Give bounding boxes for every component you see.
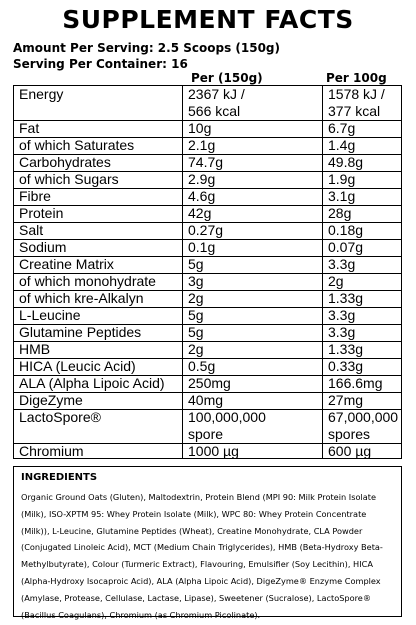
table-row <box>14 290 401 308</box>
nutrient-name: of which Saturates <box>19 137 135 153</box>
nutrition-table <box>13 85 402 459</box>
per-serving-value: 42g <box>188 205 212 221</box>
nutrient-name: Salt <box>19 222 44 238</box>
table-row <box>14 239 401 257</box>
nutrient-name: of which monohydrate <box>19 273 156 289</box>
per-100g-value: 0.18g <box>328 222 364 238</box>
nutrient-name: LactoSpore® <box>19 409 101 425</box>
per-100g-value: 28g <box>328 205 352 221</box>
column-header-per-serving: Per (150g) <box>191 71 263 85</box>
nutrient-name: of which kre-Alkalyn <box>19 290 144 306</box>
per-100g-value: 1.33g <box>328 290 364 306</box>
per-serving-value: 4.6g <box>188 188 216 204</box>
per-100g-value: 0.33g <box>328 358 364 374</box>
per-serving-value: 40mg <box>188 392 224 408</box>
servings-per-container: Serving Per Container: 16 <box>13 57 188 71</box>
table-row <box>14 171 401 189</box>
per-serving-value: spore <box>188 426 224 442</box>
nutrient-name: ALA (Alpha Lipoic Acid) <box>19 375 165 391</box>
per-serving-value: 74.7g <box>188 154 224 170</box>
per-serving-value: 0.1g <box>188 239 216 255</box>
per-100g-value: 3.3g <box>328 307 356 323</box>
nutrient-name: Sodium <box>19 239 67 255</box>
per-100g-value: 1.33g <box>328 341 364 357</box>
per-serving-value: 0.27g <box>188 222 224 238</box>
nutrient-name: HICA (Leucic Acid) <box>19 358 136 374</box>
nutrient-name: HMB <box>19 341 51 357</box>
per-serving-value: 5g <box>188 324 204 340</box>
per-100g-value: 3.1g <box>328 188 356 204</box>
per-serving-value: 0.5g <box>188 358 216 374</box>
table-row <box>14 256 401 274</box>
table-row <box>14 154 401 172</box>
table-row <box>14 273 401 291</box>
table-row <box>14 307 401 325</box>
table-row <box>14 443 401 460</box>
table-row <box>14 324 401 342</box>
per-serving-value: 10g <box>188 120 212 136</box>
per-100g-value: 49.8g <box>328 154 364 170</box>
ingredients-panel <box>13 466 402 620</box>
per-100g-value: 27mg <box>328 392 364 408</box>
per-100g-value: 1.4g <box>328 137 356 153</box>
per-100g-value: 0.07g <box>328 239 364 255</box>
per-serving-value: 2367 kJ / <box>188 86 245 102</box>
nutrient-name: Protein <box>19 205 64 221</box>
table-row <box>14 137 401 155</box>
nutrient-name: DigeZyme <box>19 392 83 408</box>
table-row <box>14 120 401 138</box>
per-serving-value: 250mg <box>188 375 231 391</box>
per-serving-value: 2g <box>188 290 204 306</box>
table-row <box>14 86 401 103</box>
table-row <box>14 426 401 444</box>
nutrient-name: Energy <box>19 86 64 102</box>
per-100g-value: 166.6mg <box>328 375 383 391</box>
per-100g-value: 1578 kJ / <box>328 86 385 102</box>
per-serving-value: 1000 µg <box>188 443 239 459</box>
table-row <box>14 222 401 240</box>
per-100g-value: spores <box>328 426 371 442</box>
per-100g-value: 3.3g <box>328 256 356 272</box>
nutrient-name: Fibre <box>19 188 51 204</box>
per-100g-value: 600 µg <box>328 443 372 459</box>
table-row <box>14 392 401 410</box>
per-100g-value: 377 kcal <box>328 103 381 119</box>
per-100g-value: 67,000,000 <box>328 409 399 425</box>
per-serving-value: 566 kcal <box>188 103 241 119</box>
per-100g-value: 3.3g <box>328 324 356 340</box>
per-serving-value: 5g <box>188 307 204 323</box>
amount-per-serving: Amount Per Serving: 2.5 Scoops (150g) <box>13 41 281 55</box>
nutrient-name: of which Sugars <box>19 171 119 187</box>
table-row <box>14 103 401 121</box>
per-100g-value: 1.9g <box>328 171 356 187</box>
table-row <box>14 375 401 393</box>
nutrient-name: Creatine Matrix <box>19 256 114 272</box>
column-header-per-100g: Per 100g <box>326 71 387 85</box>
nutrient-name: Chromium <box>19 443 84 459</box>
per-serving-value: 2.1g <box>188 137 216 153</box>
per-serving-value: 100,000,000 <box>188 409 266 425</box>
table-row <box>14 205 401 223</box>
nutrient-name: Carbohydrates <box>19 154 111 170</box>
table-row <box>14 188 401 206</box>
table-row <box>14 358 401 376</box>
page-title: SUPPLEMENT FACTS <box>62 5 354 34</box>
per-serving-value: 5g <box>188 256 204 272</box>
table-row <box>14 409 401 426</box>
nutrient-name: Glutamine Peptides <box>19 324 142 340</box>
per-100g-value: 2g <box>328 273 344 289</box>
table-row <box>14 341 401 359</box>
ingredients-text: Organic Ground Oats (Gluten), Maltodextrin, Protein Blend (MPI 90: Milk Protein Isolate (Milk), ISO-XPTM 95: Whey Protein Isolate (Milk), WPC 80: Whey Protein Concentrate (Milk)), L-Leucine, Glutamine Peptides (Wheat), Creatine Monohydrate, CLA Powder (Conjugated Linoleic Acid), MCT (Medium Chain Triglycerides), HMB (Beta-Hydroxy Beta-Methylbutyrate), Colour (Turmeric Extract), Flavouring, Emulsifier (Soy Lecithin), HICA (Alpha-Hydroxy Isocaproic Acid), ALA (Alpha Lipoic Acid), DigeZyme® Enzyme Complex (Amylase, Protease, Cellulase, Lactase, Lipase), Sweetener (Sucralose), LactoSpore® (Bacillus Coagulans), Chromium (as Chromium Picolinate). <box>21 492 383 620</box>
ingredients-heading: INGREDIENTS <box>21 472 98 483</box>
per-serving-value: 2.9g <box>188 171 216 187</box>
per-serving-value: 3g <box>188 273 204 289</box>
per-100g-value: 6.7g <box>328 120 356 136</box>
nutrient-name: L-Leucine <box>19 307 81 323</box>
per-serving-value: 2g <box>188 341 204 357</box>
nutrient-name: Fat <box>19 120 40 136</box>
